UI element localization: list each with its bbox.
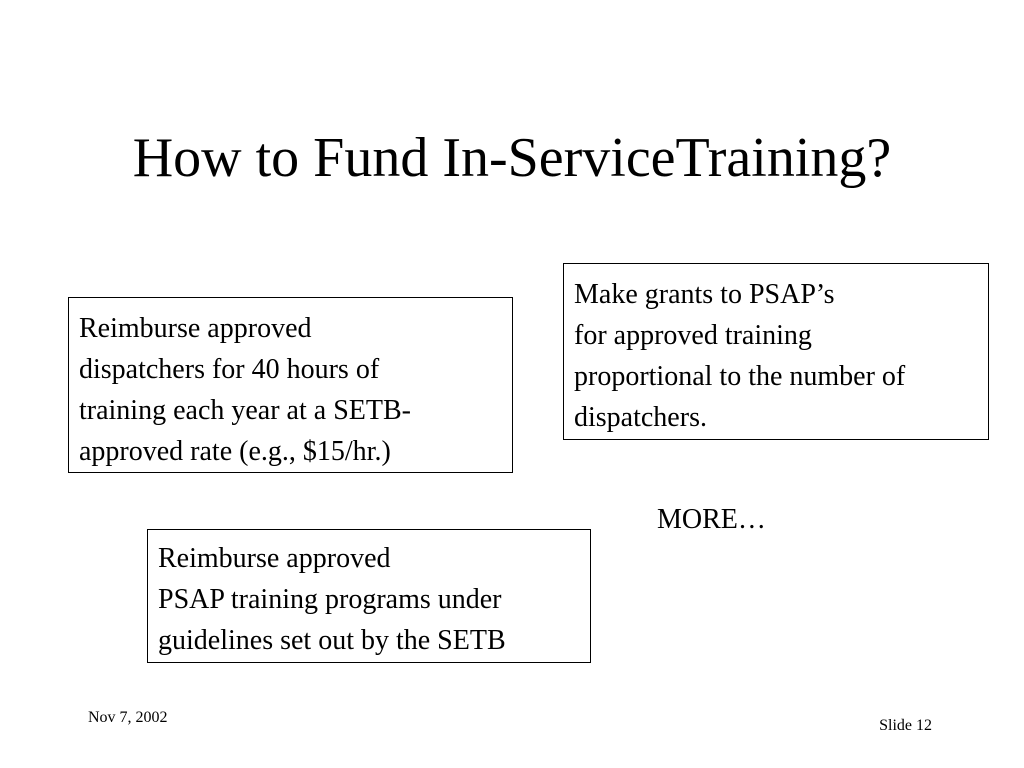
funding-option-reimburse-psap-programs [147,529,591,663]
box-line: dispatchers for 40 hours of [79,354,380,385]
box-line: training each year at a SETB- [79,395,411,426]
funding-option-grants-to-psaps [563,263,989,440]
funding-option-reimburse-dispatchers [68,297,513,473]
box-line: Reimburse approved [158,543,391,574]
box-line: dispatchers. [574,402,707,433]
more-label: MORE… [657,504,766,535]
slide-title: How to Fund In-ServiceTraining? [132,127,892,189]
box-line: guidelines set out by the SETB [158,625,506,656]
box-line: for approved training [574,320,812,351]
box-line: PSAP training programs under [158,584,502,615]
footer-slide-number: Slide 12 [879,717,932,734]
box-line: Make grants to PSAP’s [574,279,835,310]
box-line: Reimburse approved [79,313,312,344]
box-line: approved rate (e.g., $15/hr.) [79,436,391,467]
box-line: proportional to the number of [574,361,906,392]
footer-date: Nov 7, 2002 [88,709,168,726]
